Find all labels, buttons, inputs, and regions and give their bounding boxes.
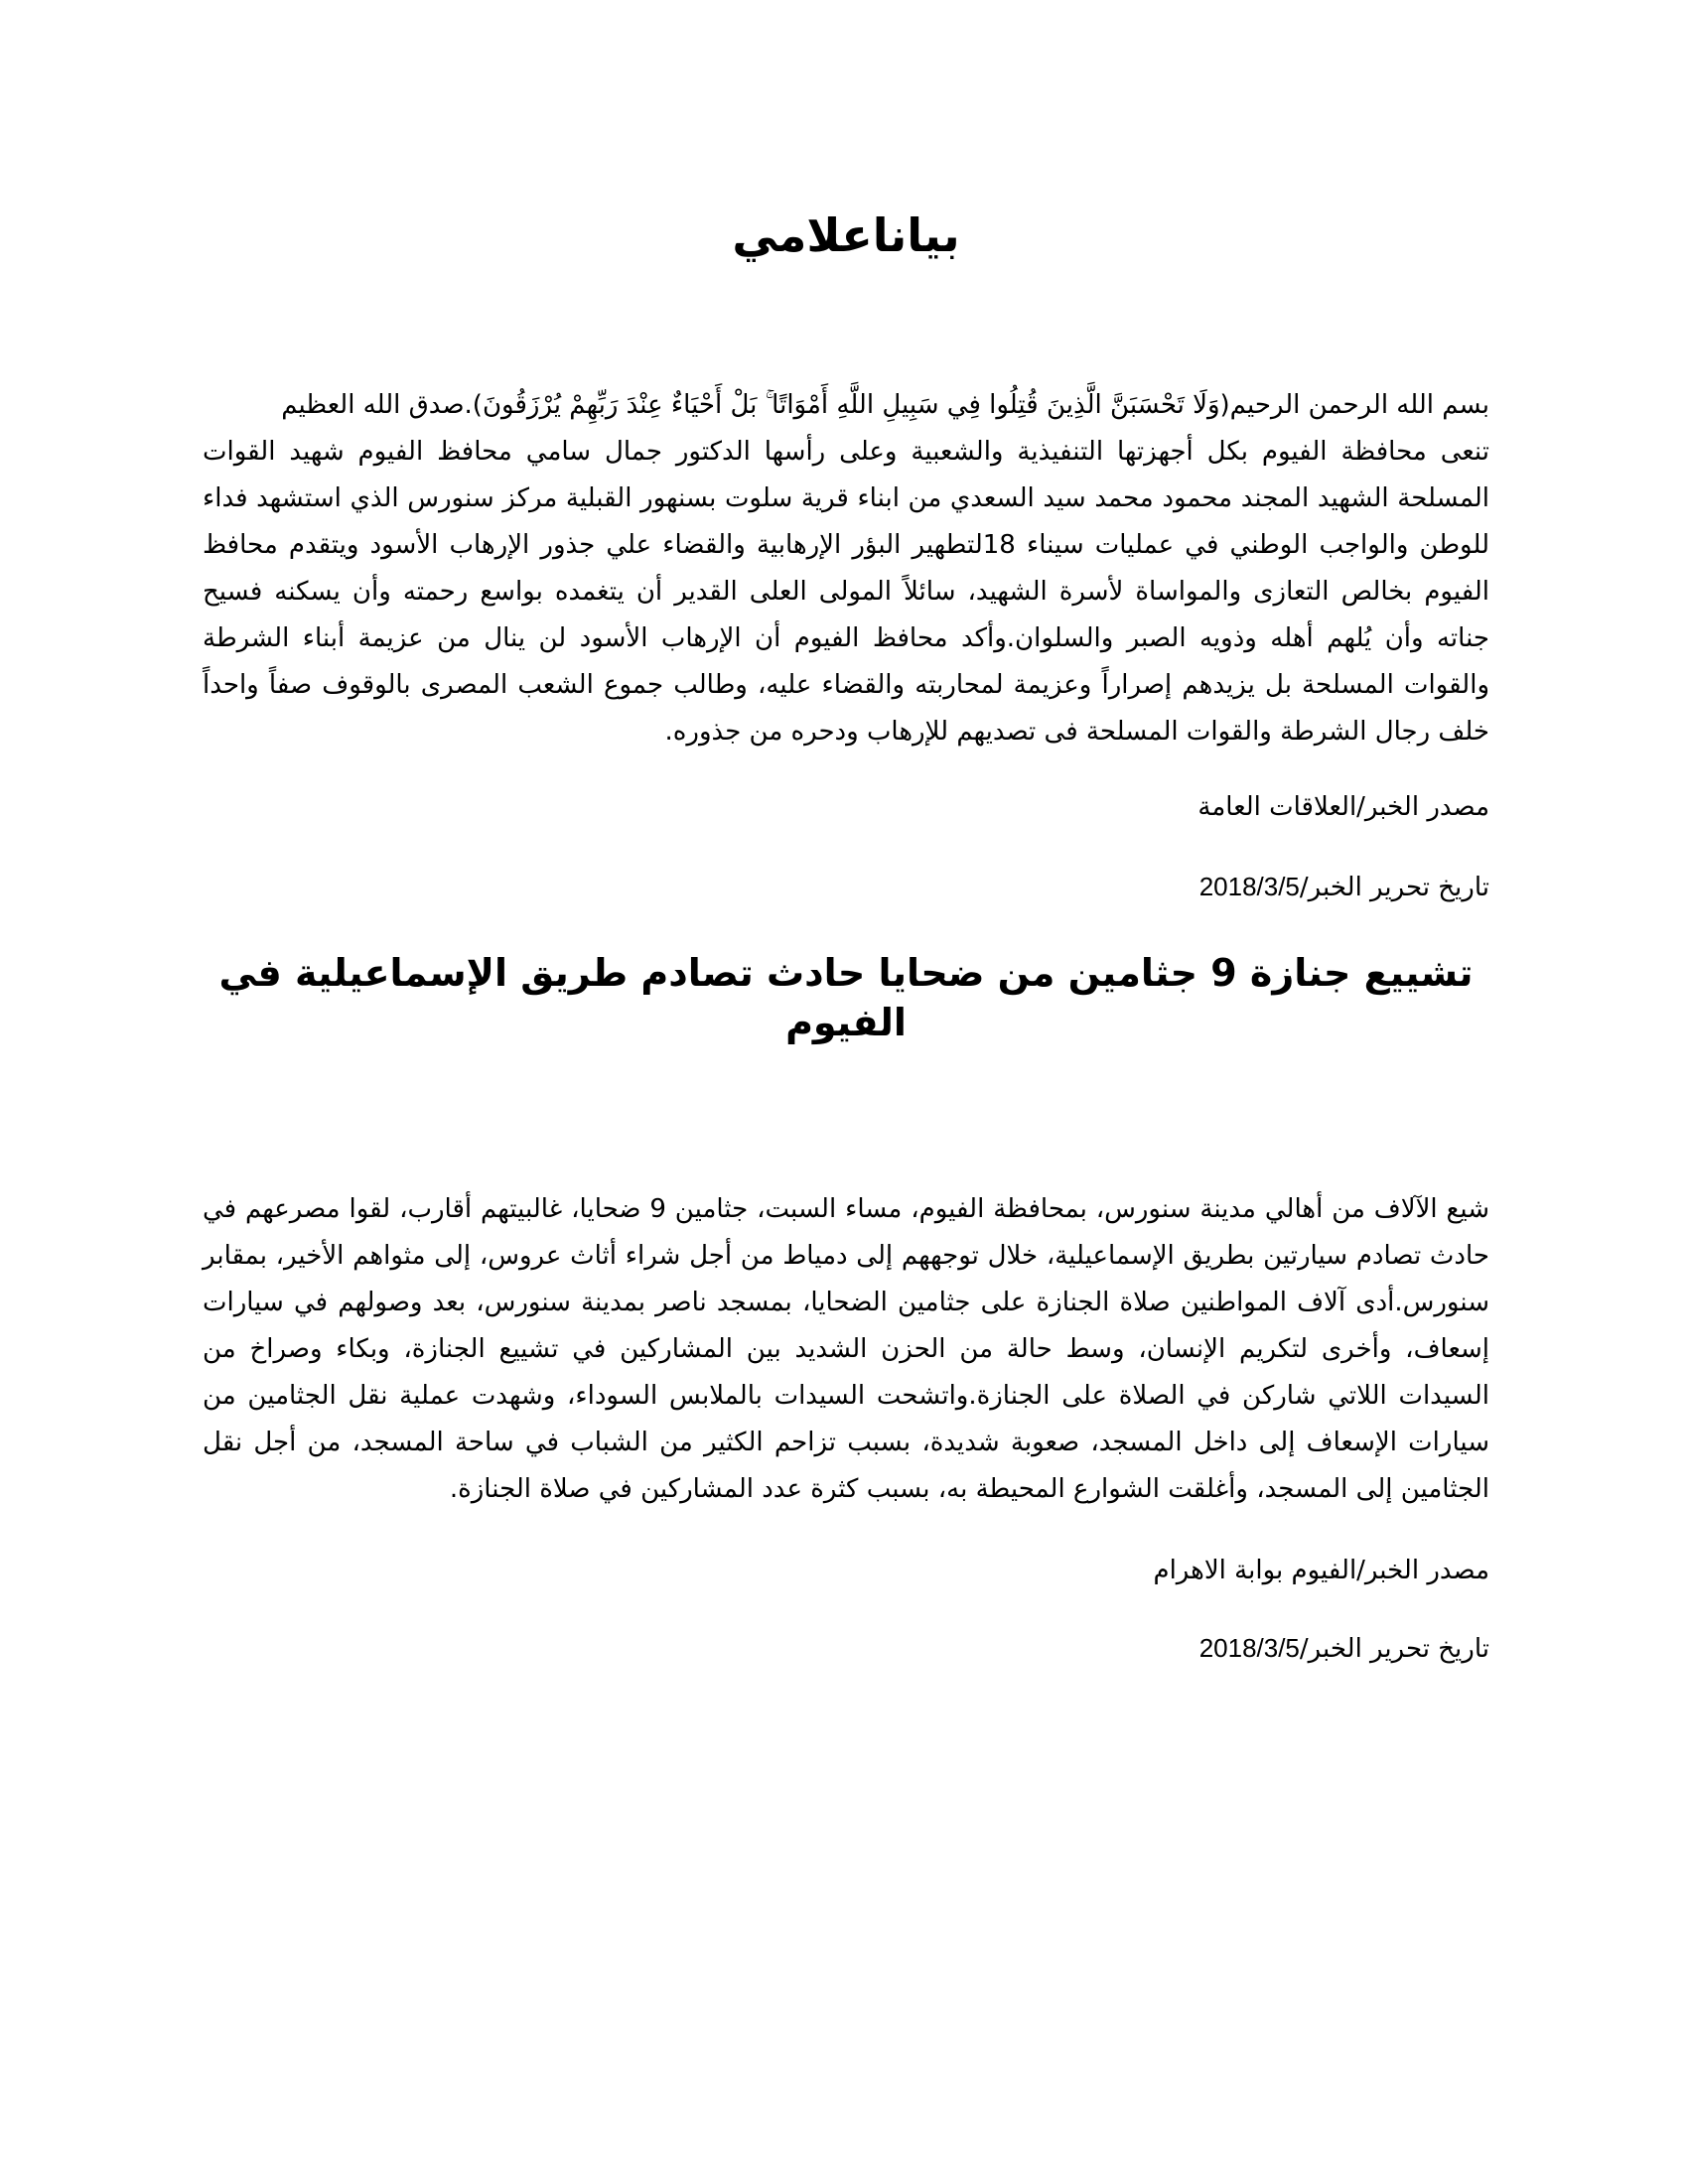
document-content bbox=[203, 149, 1489, 1669]
news-source: مصدر الخبر/الفيوم بوابة الاهرام bbox=[1153, 1555, 1489, 1585]
news-headline: تشييع جنازة 9 جثامين من ضحايا حادث تصادم طريق الإسماعيلية في الفيوم bbox=[218, 951, 1474, 1044]
statement-date-line bbox=[203, 867, 1489, 907]
news-date-value: 2018/3/5 bbox=[1198, 1632, 1300, 1663]
statement-opening-verse: بسم الله الرحمن الرحيم(وَلَا تَحْسَبَنَّ الَّذِينَ قُتِلُوا فِي سَبِيلِ اللَّهِ أَمْوَاتًا ۚ بَلْ أَحْيَاءٌ عِنْدَ رَبِّهِمْ يُرْزَقُونَ).صدق الله العظيم bbox=[281, 390, 1489, 421]
news-date-line bbox=[203, 1628, 1489, 1669]
news-date-label: تاريخ تحرير الخبر/ bbox=[1299, 1633, 1489, 1664]
statement-date-value: 2018/3/5 bbox=[1198, 872, 1300, 902]
statement-source: مصدر الخبر/العلاقات العامة bbox=[1197, 792, 1489, 823]
statement-date-label: تاريخ تحرير الخبر/ bbox=[1299, 873, 1489, 903]
statement-body-paragraph: تنعى محافظة الفيوم بكل أجهزتها التنفيذية والشعبية وعلى رأسها الدكتور جمال سامي محافظ الفيوم شهيد القوات المسلحة الشهيد المجند محمود محمد سيد السعدي من ابناء قرية سلوت بسنهور القبلية مركز سنورس الذي استشهد فداء للوطن والواجب الوطني في عمليات سيناء 18لتطهير البؤر الإرهابية والقضاء علي جذور الإرهاب الأسود ويتقدم محافظ الفيوم بخالص التعازى والمواساة لأسرة الشهيد، سائلاً المولى العلى القدير أن يتغمده بواسع رحمته وأن يسكنه فسيح جناته وأن يُلهم أهله وذويه الصبر والسلوان.وأكد محافظ الفيوم أن الإرهاب الأسود لن ينال من عزيمة أبناء الشرطة والقوات المسلحة بل يزيدهم إصراراً وعزيمة لمحاربته والقضاء عليه، وطالب جموع الشعب المصرى بالوقوف صفاً واحداً خلف رجال الشرطة والقوات المسلحة فى تصديهم للإرهاب ودحره من جذوره. bbox=[203, 437, 1489, 748]
statement-title: بياناعلامي bbox=[732, 208, 960, 262]
news-body-paragraph: شيع الآلاف من أهالي مدينة سنورس، بمحافظة الفيوم، مساء السبت، جثامين 9 ضحايا، غالبيتهم أقارب، لقوا مصرعهم في حادث تصادم سيارتين بطريق الإسماعيلية، خلال توجههم إلى دمياط من أجل شراء أثاث عروس، إلى مثواهم الأخير، بمقابر سنورس.أدى آلاف المواطنين صلاة الجنازة على جثامين الضحايا، بمسجد ناصر بمدينة سنورس، بعد وصولهم في سيارات إسعاف، وأخرى لتكريم الإنسان، وسط حالة من الحزن الشديد بين المشاركين في تشييع الجنازة، وبكاء وصراخ من السيدات اللاتي شاركن في الصلاة على الجنازة.واتشحت السيدات بالملابس السوداء، وشهدت عملية نقل الجثامين من سيارات الإسعاف إلى داخل المسجد، صعوبة شديدة، بسبب تزاحم الكثير من الشباب في ساحة المسجد، من أجل نقل الجثامين إلى المسجد، وأغلقت الشوارع المحيطة به، بسبب كثرة عدد المشاركين في صلاة الجنازة. bbox=[203, 1193, 1489, 1504]
